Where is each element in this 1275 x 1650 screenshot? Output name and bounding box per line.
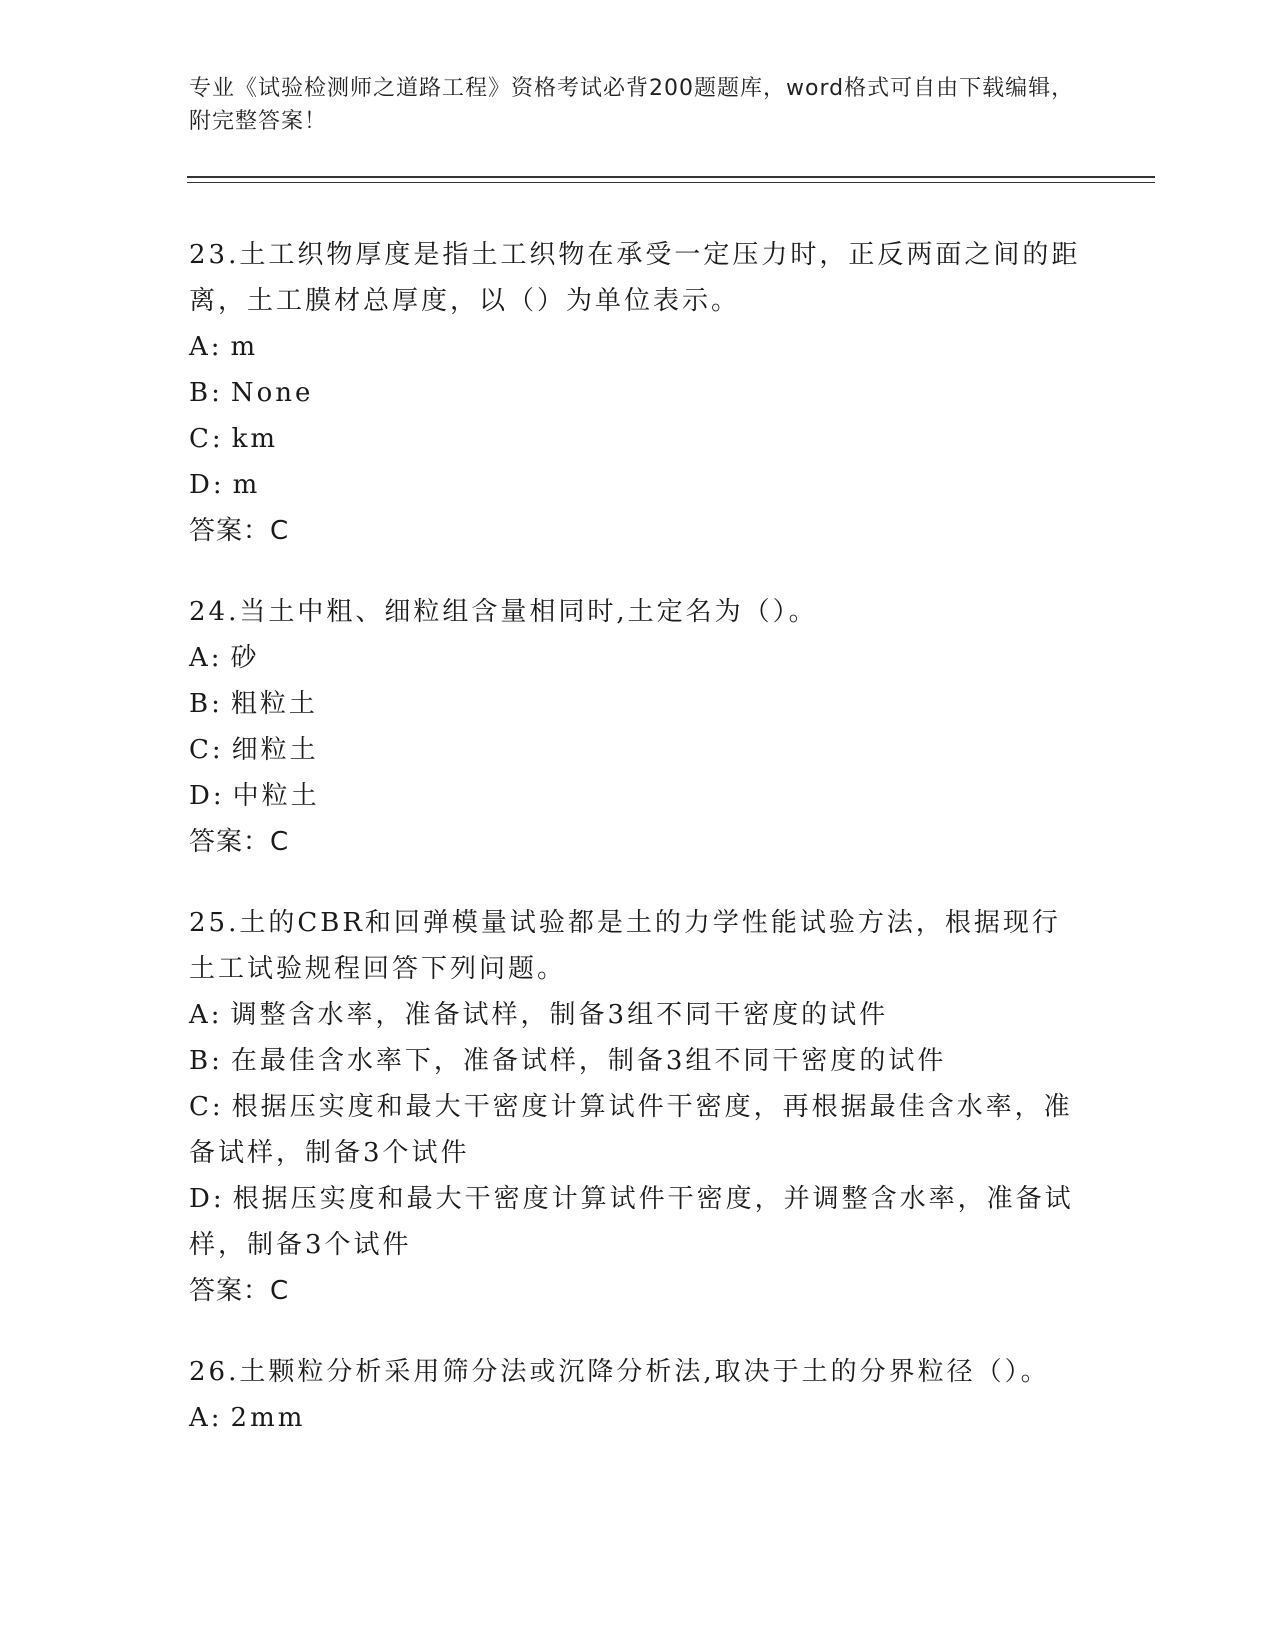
option-label: A: [189,643,223,673]
option-label: D: [189,781,225,811]
option-value: 在最佳含水率下，准备试样，制备3组不同干密度的试件 [230,1046,947,1076]
option-label: B: [189,378,223,408]
question-list [189,232,1089,1476]
option-c [189,727,1089,773]
option-label: A: [189,332,223,362]
question-text: 24.当土中粗、细粒组含量相同时,土定名为（）。 [189,597,818,627]
option-label: A: [189,1403,223,1433]
header-divider-thick [187,176,1155,178]
question-text: 26.土颗粒分析采用筛分法或沉降分析法,取决于土的分界粒径（）。 [189,1357,1050,1387]
option-a [189,635,1089,681]
option-value: 根据压实度和最大干密度计算试件干密度，并调整含水率，准备试样，制备3个试件 [189,1184,1074,1260]
option-label: B: [189,1046,223,1076]
question-26 [189,1349,1089,1441]
option-value: 细粒土 [231,735,319,765]
option-value: 粗粒土 [230,689,318,719]
option-d [189,1176,1089,1268]
option-value: 调整含水率，准备试样，制备3组不同干密度的试件 [230,1000,889,1030]
option-a [189,1395,1089,1441]
option-label: C: [189,424,224,454]
option-a [189,324,1089,370]
question-text: 25.土的CBR和回弹模量试验都是土的力学性能试验方法，根据现行土工试验规程回答下列问题。 [189,908,1061,984]
option-b [189,1038,1089,1084]
question-25 [189,900,1089,1314]
option-label: C: [189,735,224,765]
option-label: D: [189,1184,225,1214]
option-d [189,773,1089,819]
option-b [189,681,1089,727]
option-d [189,462,1089,508]
option-value: 2mm [230,1403,306,1433]
option-value: m [232,470,261,500]
option-value: None [230,378,314,408]
document-header: 专业《试验检测师之道路工程》资格考试必背200题题库，word格式可自由下载编辑，附完整答案！ [189,76,1075,134]
question-23 [189,232,1089,554]
question-24 [189,589,1089,865]
answer-text: 答案：C [189,827,290,857]
question-text: 23.土工织物厚度是指土工织物在承受一定压力时，正反两面之间的距离，土工膜材总厚度，以（）为单位表示。 [189,240,1081,316]
option-value: m [230,332,259,362]
header-divider-thin [187,182,1155,183]
option-value: 砂 [230,643,260,673]
option-value: 根据压实度和最大干密度计算试件干密度，再根据最佳含水率，准备试样，制备3个试件 [189,1092,1073,1168]
option-b [189,370,1089,416]
answer-text: 答案：C [189,516,290,546]
option-value: 中粒土 [232,781,320,811]
answer-text: 答案：C [189,1276,290,1306]
option-label: B: [189,689,223,719]
option-a [189,992,1089,1038]
option-value: km [231,424,279,454]
option-label: D: [189,470,225,500]
option-c [189,1084,1089,1176]
option-c [189,416,1089,462]
option-label: C: [189,1092,224,1122]
option-label: A: [189,1000,223,1030]
